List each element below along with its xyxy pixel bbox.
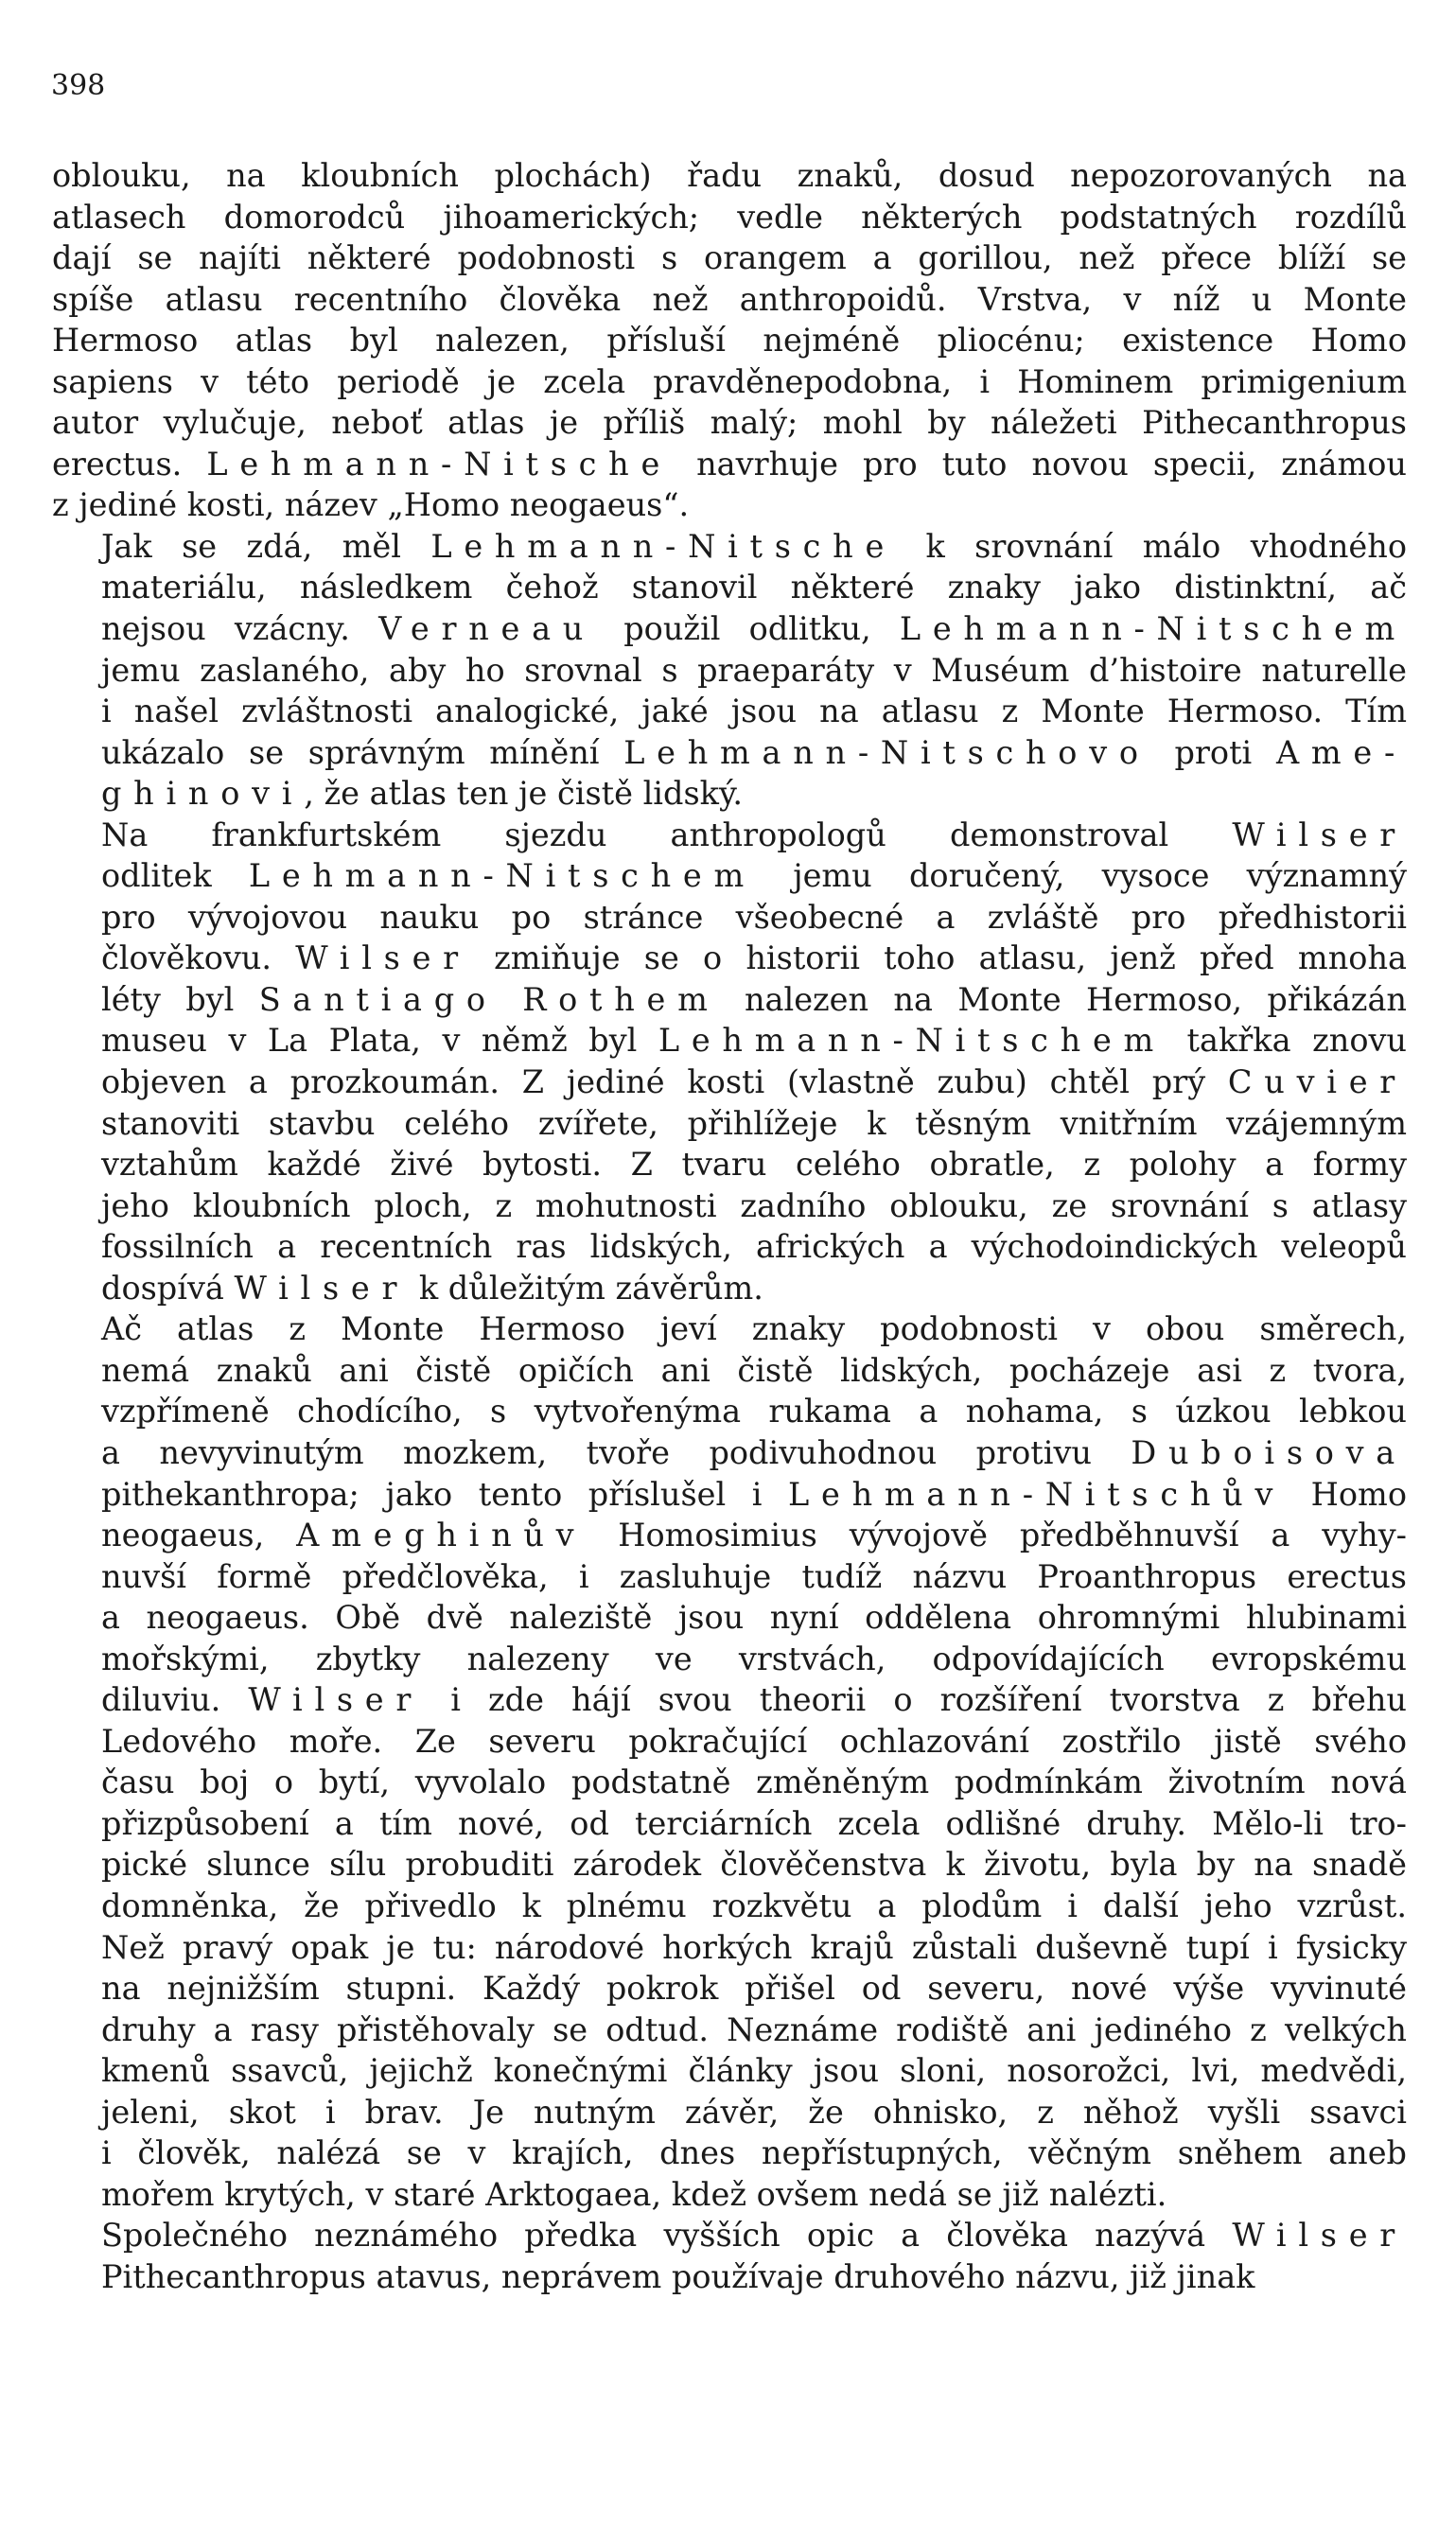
text-line: fossilních a recentních ras lidských, afrických a východoindických veleopů — [101, 1228, 1407, 1266]
spaced-name: Wilser — [1232, 2217, 1407, 2255]
spaced-name: Wilser — [295, 939, 470, 977]
text-line: mořskými, zbytky nalezeny ve vrstvách, odpovídajících evropskému — [101, 1640, 1407, 1677]
paragraph — [52, 1308, 1407, 2215]
spaced-name: Lehmann-Nitschem — [248, 857, 756, 895]
text-line: ukázalo se správným mínění Lehmann-Nitschovo proti Ame- — [101, 733, 1407, 771]
spaced-name: Ame- — [1275, 733, 1407, 771]
text-line: z jediné kosti, název „Homo neogaeus“. — [52, 486, 690, 524]
text-line: na nejnižším stupni. Každý pokrok přišel od severu, nové výše vyvinuté — [101, 1970, 1407, 2008]
text-line: vzpřímeně chodícího, s vytvořenýma rukama a nohama, s úzkou lebkou — [101, 1393, 1407, 1430]
text-line: ghinovi, že atlas ten je čistě lidský. — [101, 775, 744, 813]
text-line: jeho kloubních ploch, z mohutnosti zadního oblouku, ze srovnání s atlasy — [101, 1186, 1407, 1224]
text-line: druhy a rasy přistěhovaly se odtud. Neznáme rodiště ani jediného z velkých — [101, 2010, 1407, 2048]
text-line: diluviu. Wilser i zde hájí svou theorii o rozšíření tvorstva z břehu — [101, 1681, 1407, 1719]
text-line: erectus. Lehmann-Nitsche navrhuje pro tuto novou specii, známou — [52, 445, 1407, 483]
text-line: času boj o bytí, vyvolalo podstatně změněným podmínkám životním nová — [101, 1764, 1407, 1801]
text-line: vztahům každé živé bytosti. Z tvaru celého obratle, z polohy a formy — [101, 1146, 1407, 1184]
text-line: autor vylučuje, neboť atlas je příliš malý; mohl by náležeti Pithecanthropus — [52, 404, 1407, 442]
text-line: a nevyvinutým mozkem, tvoře podivuhodnou protivu Duboisova — [101, 1433, 1407, 1471]
text-line: neogaeus, Ameghinův Homosimius vývojově předběhnuvší a vyhy- — [101, 1517, 1407, 1554]
spaced-name: Lehmann-Nitschův — [788, 1475, 1286, 1513]
text-line: jemu zaslaného, aby ho srovnal s praeparáty v Muséum d’histoire naturelle — [101, 651, 1407, 689]
spaced-name: Rothem — [522, 980, 720, 1018]
spaced-name: ghinovi — [101, 775, 305, 813]
text-line: Ač atlas z Monte Hermoso jeví znaky podobnosti v obou směrech, — [101, 1310, 1407, 1348]
spaced-name: Duboisova — [1131, 1433, 1407, 1471]
text-line: dospívá Wilser k důležitým závěrům. — [101, 1269, 763, 1307]
text-line: přizpůsobení a tím nové, od terciárních zcela odlišné druhy. Mělo-li tro- — [101, 1804, 1407, 1842]
text-line: mořem krytých, v staré Arktogaea, kdež ovšem nedá se již nalézti. — [101, 2175, 1167, 2213]
text-line: člověkovu. Wilser zmiňuje se o historii toho atlasu, jenž před mnoha — [101, 939, 1407, 977]
body-text — [52, 155, 1407, 2297]
text-line: kmenů ssavců, jejichž konečnými články jsou sloni, nosorožci, lvi, medvědi, — [101, 2052, 1407, 2090]
paragraph — [52, 2215, 1407, 2297]
paragraph — [52, 526, 1407, 815]
text-line: léty byl Santiago Rothem nalezen na Monte Hermoso, přikázán — [101, 980, 1407, 1018]
paragraph — [52, 155, 1407, 526]
text-line: i člověk, nalézá se v krajích, dnes nepřístupných, věčným sněhem aneb — [101, 2134, 1407, 2172]
text-line: odlitek Lehmann-Nitschem jemu doručený, vysoce významný — [101, 857, 1407, 895]
text-line: Ledového moře. Ze severu pokračující ochlazování zostřilo jistě svého — [101, 1722, 1407, 1760]
text-line: Hermoso atlas byl nalezen, přísluší nejméně pliocénu; existence Homo — [52, 322, 1407, 360]
spaced-name: Lehmann-Nitschem — [899, 610, 1407, 648]
text-line: museu v La Plata, v němž byl Lehmann-Nitschem takřka znovu — [101, 1022, 1407, 1060]
spaced-name: Ameghinův — [296, 1517, 587, 1554]
paragraph — [52, 815, 1407, 1309]
spaced-name: Wilser — [234, 1269, 410, 1307]
spaced-name: Lehmann-Nitsche — [430, 527, 897, 565]
text-line: pro vývojovou nauku po stránce všeobecné a zvláště pro předhistorii — [101, 898, 1407, 936]
spaced-name: Wilser — [1232, 816, 1407, 853]
text-line: pické slunce sílu probuditi zárodek člověčenstva k životu, byla by na snadě — [101, 1846, 1407, 1884]
text-line: a neogaeus. Obě dvě naleziště jsou nyní oddělena ohromnými hlubinami — [101, 1599, 1407, 1637]
text-line: Než pravý opak je tu: národové horkých krajů zůstali duševně tupí i fysicky — [101, 1928, 1407, 1966]
spaced-name: Lehmann-Nitsche — [206, 445, 673, 483]
text-line: Společného neznámého předka vyšších opic a člověka nazývá Wilser — [101, 2217, 1407, 2255]
text-line: nuvší formě předčlověka, i zasluhuje tudíž názvu Proanthropus erectus — [101, 1557, 1407, 1595]
spaced-name: Lehmann-Nitschem — [658, 1022, 1167, 1060]
text-line: Na frankfurtském sjezdu anthropologů demonstroval Wilser — [101, 816, 1407, 853]
spaced-name: Verneau — [378, 610, 596, 648]
text-line: Pithecanthropus atavus, neprávem používaje druhového názvu, již jinak — [101, 2257, 1255, 2295]
spaced-name: Lehmann-Nitschovo — [623, 733, 1150, 771]
text-line: sapiens v této periodě je zcela pravděnepodobna, i Hominem primigenium — [52, 362, 1407, 400]
text-line: oblouku, na kloubních plochách) řadu znaků, dosud nepozorovaných na — [52, 157, 1407, 194]
text-line: objeven a prozkoumán. Z jediné kosti (vlastně zubu) chtěl prý Cuvier — [101, 1063, 1407, 1101]
text-line: pithekanthropa; jako tento příslušel i Lehmann-Nitschův Homo — [101, 1475, 1407, 1513]
text-line: nemá znaků ani čistě opičích ani čistě lidských, pocházeje asi z tvora, — [101, 1351, 1407, 1389]
text-line: i našel zvláštnosti analogické, jaké jsou na atlasu z Monte Hermoso. Tím — [101, 693, 1407, 730]
spaced-name: Santiago — [258, 980, 498, 1018]
text-line: atlasech domorodců jihoamerických; vedle některých podstatných rozdílů — [52, 198, 1407, 236]
text-line: materiálu, následkem čehož stanovil některé znaky jako distinktní, ač — [101, 569, 1407, 606]
text-line: dají se najíti některé podobnosti s orangem a gorillou, než přece blíží se — [52, 239, 1407, 277]
spaced-name: Wilser — [248, 1681, 424, 1719]
text-line: spíše atlasu recentního člověka než anthropoidů. Vrstva, v níž u Monte — [52, 280, 1407, 318]
text-line: jeleni, skot i brav. Je nutným závěr, že ohnisko, z něhož vyšli ssavci — [101, 2093, 1407, 2131]
text-line: stanoviti stavbu celého zvířete, přihlížeje k těsným vnitřním vzájemným — [101, 1104, 1407, 1142]
spaced-name: Cuvier — [1227, 1063, 1407, 1101]
text-line: Jak se zdá, měl Lehmann-Nitsche k srovnání málo vhodného — [101, 527, 1407, 565]
text-line: nejsou vzácny. Verneau použil odlitku, Lehmann-Nitschem — [101, 610, 1407, 648]
text-line: domněnka, že přivedlo k plnému rozkvětu a plodům i další jeho vzrůst. — [101, 1887, 1407, 1924]
page-number: 398 — [51, 69, 106, 102]
